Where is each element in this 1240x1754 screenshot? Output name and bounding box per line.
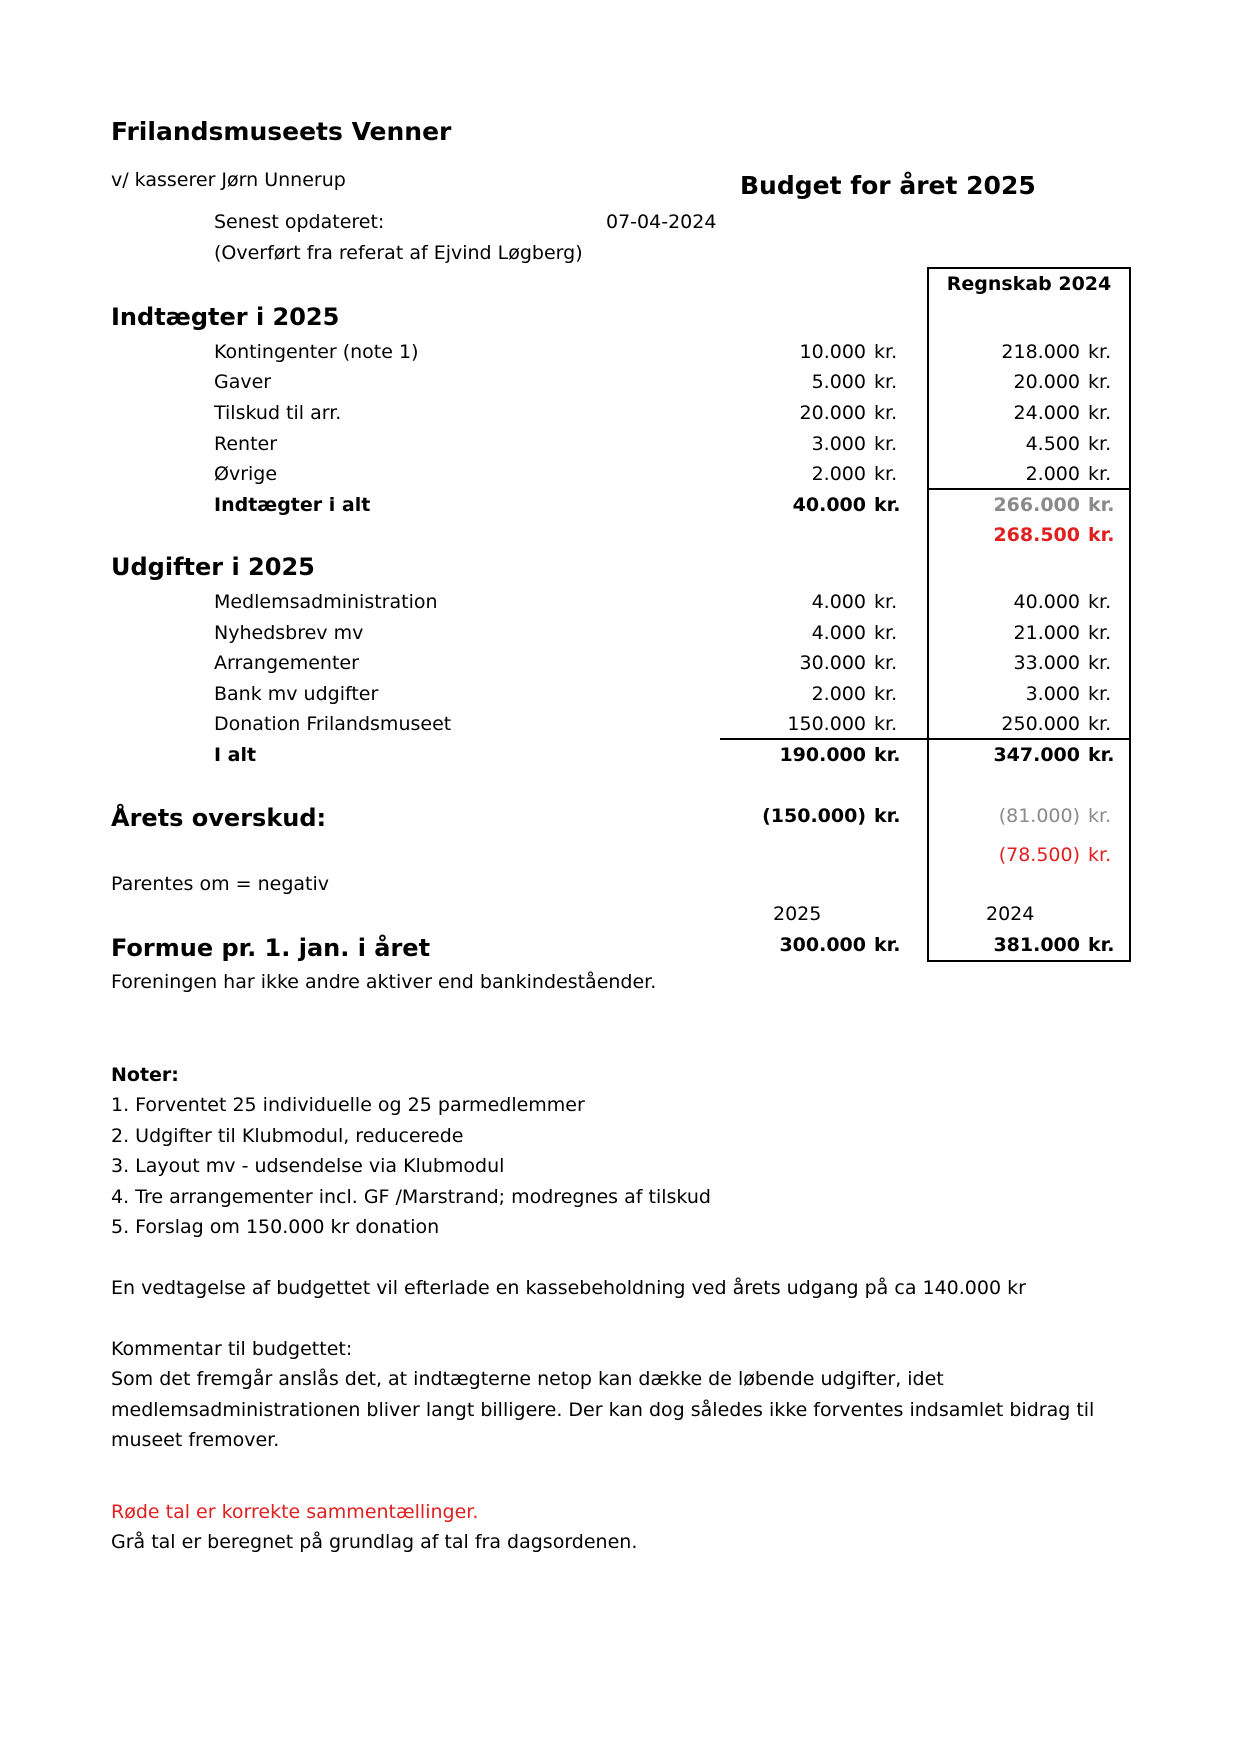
currency: kr. — [874, 591, 898, 613]
year-budget: 2025 — [773, 903, 822, 925]
org-name: Frilandsmuseets Venner — [111, 117, 452, 146]
comment-line: museet fremover. — [111, 1429, 280, 1451]
expense-budget: 150.000 — [787, 713, 866, 735]
income-label: Øvrige — [214, 463, 278, 485]
currency: kr. — [1088, 524, 1115, 546]
currency: kr. — [874, 622, 898, 644]
income-total-budget: 40.000 — [792, 494, 866, 516]
currency: kr. — [874, 713, 898, 735]
currency: kr. — [1088, 622, 1112, 644]
comment-line: medlemsadministrationen bliver langt billigere. Der kan dog således ikke forventes indsamlet bidrag til — [111, 1399, 1095, 1421]
income-label: Kontingenter (note 1) — [214, 341, 419, 363]
currency: kr. — [1088, 463, 1112, 485]
income-actual: 2.000 — [1025, 463, 1080, 485]
currency: kr. — [874, 371, 898, 393]
comment-line: Som det fremgår anslås det, at indtægterne netop kan dække de løbende udgifter, idet — [111, 1368, 944, 1390]
legend-grey: Grå tal er beregnet på grundlag af tal fra dagsordenen. — [111, 1531, 638, 1553]
updated-label: Senest opdateret: — [214, 211, 385, 233]
income-label: Renter — [214, 433, 278, 455]
currency: kr. — [1088, 494, 1115, 516]
expense-budget: 2.000 — [811, 683, 866, 705]
currency: kr. — [1088, 433, 1112, 455]
note-item: 2. Udgifter til Klubmodul, reducerede — [111, 1125, 464, 1147]
adoption-text: En vedtagelse af budgettet vil efterlade en kassebeholdning ved årets udgang på ca 140.000 kr — [111, 1277, 1026, 1299]
expense-total-label: I alt — [214, 744, 257, 766]
currency: kr. — [1088, 402, 1112, 424]
treasurer: v/ kasserer Jørn Unnerup — [111, 169, 346, 191]
currency: kr. — [1088, 371, 1112, 393]
income-title: Indtægter i 2025 — [111, 303, 340, 331]
updated-date: 07-04-2024 — [606, 211, 717, 233]
legend-red: Røde tal er korrekte sammentællinger. — [111, 1501, 479, 1523]
income-total-actual-red: 268.500 — [993, 524, 1080, 546]
surplus-actual-red: (78.500) — [998, 844, 1080, 866]
wealth-note: Foreningen har ikke andre aktiver end bankindeståender. — [111, 971, 657, 993]
surplus-actual-grey: (81.000) — [998, 805, 1080, 827]
notes-title: Noter: — [111, 1064, 179, 1086]
expense-label: Donation Frilandsmuseet — [214, 713, 452, 735]
document-title: Budget for året 2025 — [740, 171, 1036, 200]
currency: kr. — [874, 934, 901, 956]
income-actual: 24.000 — [1013, 402, 1080, 424]
currency: kr. — [1088, 341, 1112, 363]
currency: kr. — [1088, 591, 1112, 613]
income-total-rule — [927, 488, 1131, 490]
income-total-actual-grey: 266.000 — [993, 494, 1080, 516]
currency: kr. — [874, 463, 898, 485]
expense-budget: 4.000 — [811, 622, 866, 644]
income-label: Gaver — [214, 371, 272, 393]
note-item: 4. Tre arrangementer incl. GF /Marstrand; modregnes af tilskud — [111, 1186, 711, 1208]
currency: kr. — [874, 341, 898, 363]
expense-actual: 40.000 — [1013, 591, 1080, 613]
note-item: 1. Forventet 25 individuelle og 25 parmedlemmer — [111, 1094, 585, 1116]
currency: kr. — [1088, 844, 1112, 866]
expense-label: Bank mv udgifter — [214, 683, 379, 705]
currency: kr. — [874, 805, 901, 827]
expense-total-rule — [720, 738, 1131, 740]
expense-label: Medlemsadministration — [214, 591, 438, 613]
note-item: 5. Forslag om 150.000 kr donation — [111, 1216, 440, 1238]
expense-total-actual: 347.000 — [993, 744, 1080, 766]
income-budget: 10.000 — [799, 341, 866, 363]
surplus-label: Årets overskud: — [111, 804, 327, 832]
currency: kr. — [874, 402, 898, 424]
income-actual: 20.000 — [1013, 371, 1080, 393]
income-budget: 3.000 — [811, 433, 866, 455]
parenthesis-note: Parentes om = negativ — [111, 873, 329, 895]
expense-actual: 250.000 — [1001, 713, 1080, 735]
expense-total-budget: 190.000 — [779, 744, 866, 766]
currency: kr. — [874, 652, 898, 674]
income-total-label: Indtægter i alt — [214, 494, 371, 516]
currency: kr. — [874, 433, 898, 455]
note-item: 3. Layout mv - udsendelse via Klubmodul — [111, 1155, 505, 1177]
expense-budget: 4.000 — [811, 591, 866, 613]
income-actual: 218.000 — [1001, 341, 1080, 363]
expense-budget: 30.000 — [799, 652, 866, 674]
currency: kr. — [1088, 713, 1112, 735]
expense-actual: 21.000 — [1013, 622, 1080, 644]
currency: kr. — [874, 744, 901, 766]
accounts-header: Regnskab 2024 — [946, 273, 1112, 295]
wealth-actual: 381.000 — [993, 934, 1080, 956]
currency: kr. — [1088, 805, 1112, 827]
expense-label: Nyhedsbrev mv — [214, 622, 364, 644]
expense-actual: 33.000 — [1013, 652, 1080, 674]
currency: kr. — [874, 683, 898, 705]
currency: kr. — [1088, 652, 1112, 674]
income-budget: 5.000 — [811, 371, 866, 393]
currency: kr. — [1088, 744, 1115, 766]
wealth-budget: 300.000 — [779, 934, 866, 956]
expenses-title: Udgifter i 2025 — [111, 553, 315, 581]
expense-actual: 3.000 — [1025, 683, 1080, 705]
currency: kr. — [1088, 934, 1115, 956]
income-label: Tilskud til arr. — [214, 402, 342, 424]
income-budget: 20.000 — [799, 402, 866, 424]
surplus-budget: (150.000) — [762, 805, 866, 827]
year-actual: 2024 — [986, 903, 1035, 925]
comment-title: Kommentar til budgettet: — [111, 1338, 353, 1360]
currency: kr. — [1088, 683, 1112, 705]
expense-label: Arrangementer — [214, 652, 359, 674]
wealth-label: Formue pr. 1. jan. i året — [111, 934, 431, 962]
currency: kr. — [874, 494, 901, 516]
transfer-note: (Overført fra referat af Ejvind Løgberg) — [214, 242, 583, 264]
income-actual: 4.500 — [1025, 433, 1080, 455]
income-budget: 2.000 — [811, 463, 866, 485]
